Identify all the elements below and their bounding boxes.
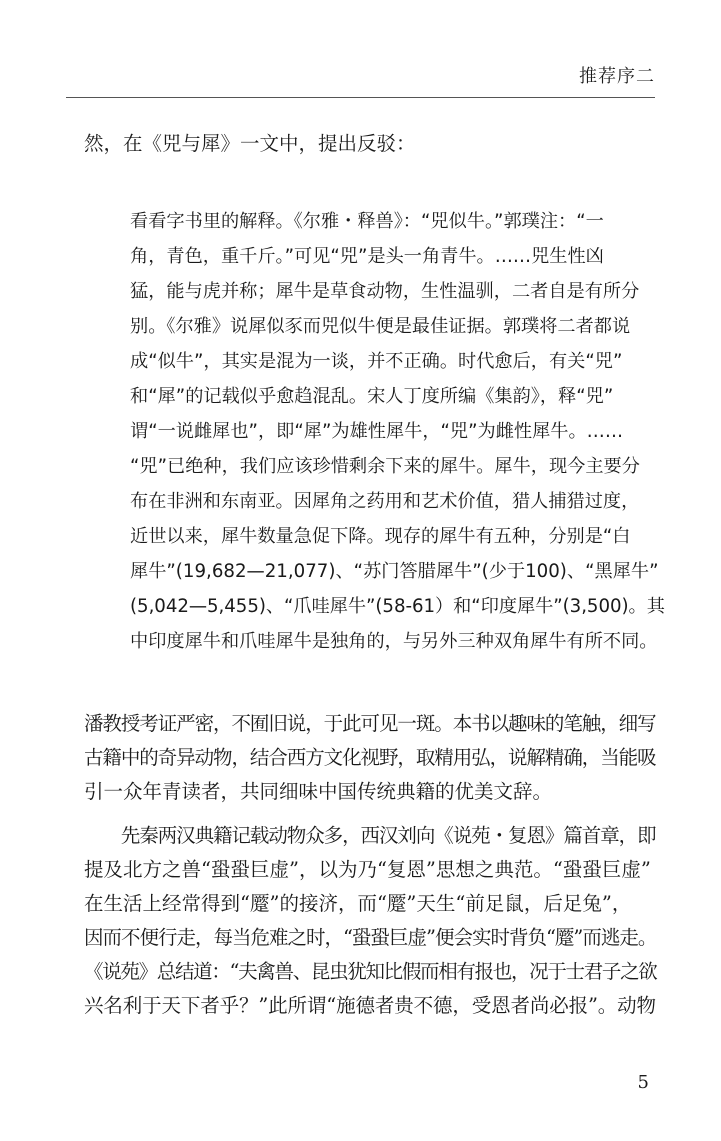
quote-line: (5,042—5,455)、“爪哇犀牛”(58-61）和“印度犀牛”(3,500)。其 xyxy=(130,596,665,617)
quote-line: 犀牛”(19,682—21,077)、“苏门答腊犀牛”(少于100)、“黑犀牛” xyxy=(130,561,659,582)
quote-line: 猛，能与虎并称；犀牛是草食动物，生性温驯，二者自是有所分 xyxy=(130,281,640,302)
quote-line: 角，青色，重千斤。”可见“兕”是头一角青牛。……兕生性凶 xyxy=(130,246,604,267)
intro-line: 然，在《兕与犀》一文中，提出反驳： xyxy=(84,132,416,155)
page-number: 5 xyxy=(637,1072,649,1093)
body-line: 引一众年青读者，共同细味中国传统典籍的优美文辞。 xyxy=(84,780,553,803)
quote-line: 别。《尔雅》说犀似豕而兕似牛便是最佳证据。郭璞将二者都说 xyxy=(130,316,631,337)
body-line: 潘教授考证严密，不囿旧说，于此可见一斑。本书以趣味的笔触，细写 xyxy=(84,712,656,735)
header-rule xyxy=(66,97,655,98)
body-line: 《说苑》总结道：“夫禽兽、昆虫犹知比假而相有报也，况于士君子之欲 xyxy=(84,960,657,983)
body-line: 因而不便行走，每当危难之时，“蛩蛩巨虚”便会实时背负“蹷”而逃走。 xyxy=(84,926,657,949)
body-line: 兴名利于天下者乎？”此所谓“施德者贵不德，受恩者尚必报”。动物 xyxy=(84,994,656,1017)
quote-line: 成“似牛”，其实是混为一谈，并不正确。时代愈后，有关“兕” xyxy=(130,351,623,372)
quote-line: 谓“一说雌犀也”，即“犀”为雄性犀牛，“兕”为雌性犀牛。…… xyxy=(130,421,624,442)
running-header: 推荐序二 xyxy=(579,66,655,87)
quote-line: 布在非洲和东南亚。因犀角之药用和艺术价值，猎人捕猎过度， xyxy=(130,491,640,512)
body-line: 提及北方之兽“蛩蛩巨虚”，以为乃“复恩”思想之典范。“蛩蛩巨虚” xyxy=(84,858,651,881)
quote-line: “兕”已绝种，我们应该珍惜剩余下来的犀牛。犀牛，现今主要分 xyxy=(130,456,640,477)
quote-line: 和“犀”的记载似乎愈趋混乱。宋人丁度所编《集韵》，释“兕” xyxy=(130,386,614,407)
body-line: 在生活上经常得到“蹷”的接济，而“蹷”天生“前足鼠，后足兔”， xyxy=(84,892,632,915)
quote-line: 中印度犀牛和爪哇犀牛是独角的，与另外三种双角犀牛有所不同。 xyxy=(130,631,658,652)
body-line: 古籍中的奇异动物，结合西方文化视野，取精用弘，说解精确，当能吸 xyxy=(84,746,656,769)
body-line: 先秦两汉典籍记载动物众多，西汉刘向《说苑・复恩》篇首章，即 xyxy=(84,824,656,847)
quote-line: 近世以来，犀牛数量急促下降。现存的犀牛有五种，分别是“白 xyxy=(130,526,631,547)
quote-line: 看看字书里的解释。《尔雅・释兽》：“兕似牛。”郭璞注：“一 xyxy=(130,211,604,232)
